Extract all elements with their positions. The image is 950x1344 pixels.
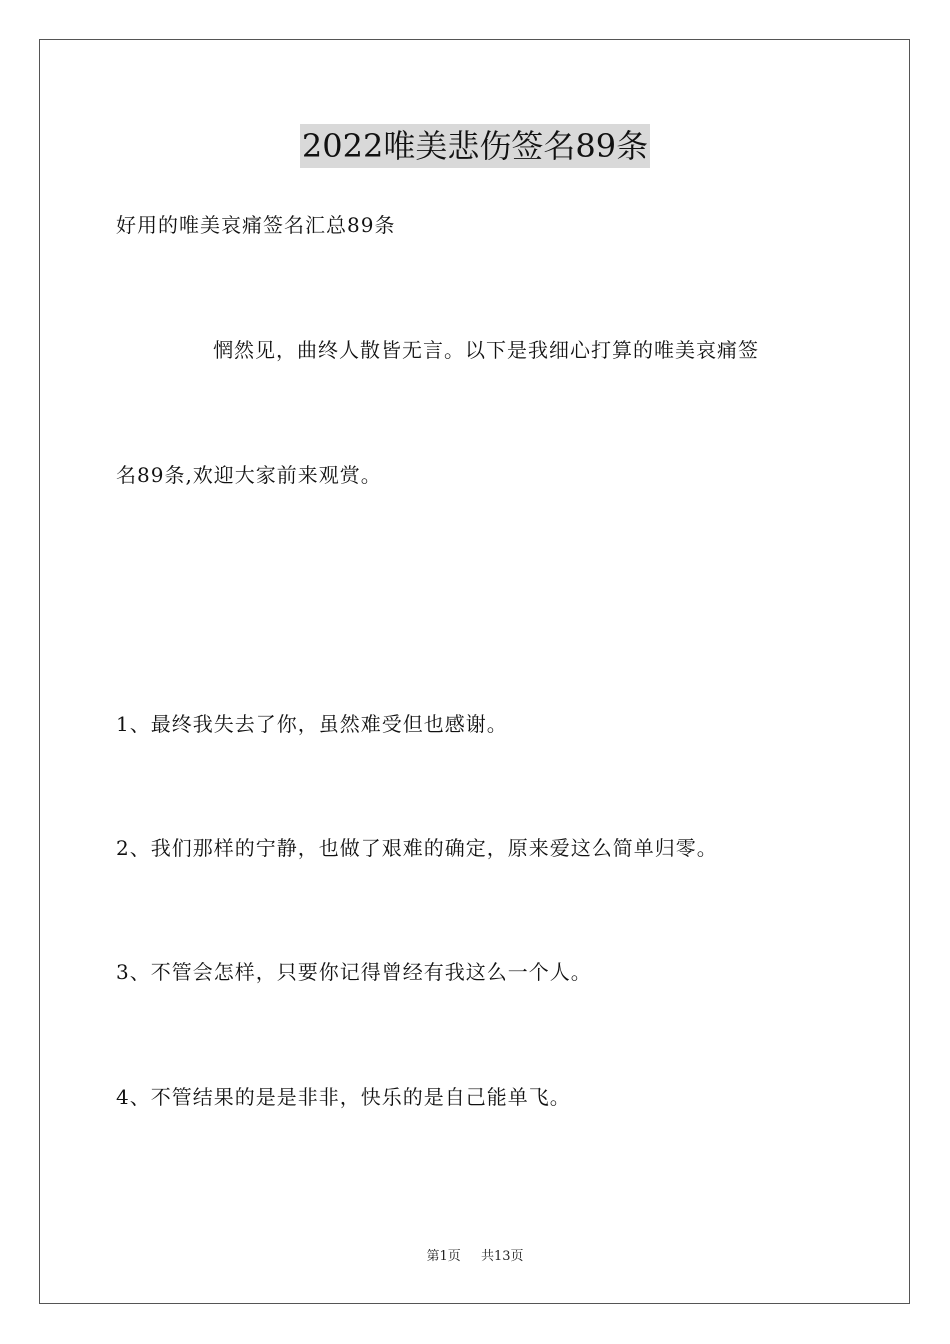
paragraph-line-2: 名89条,欢迎大家前来观赏。 bbox=[116, 463, 382, 487]
list-item-4: 4、不管结果的是是非非，快乐的是自己能单飞。 bbox=[116, 1085, 571, 1109]
list-item-3: 3、不管会怎样，只要你记得曾经有我这么一个人。 bbox=[116, 960, 592, 984]
page-number: 第1页 bbox=[426, 1249, 461, 1264]
paragraph-line-1: 惘然见，曲终人散皆无言。以下是我细心打算的唯美哀痛签 bbox=[213, 338, 759, 362]
page-footer bbox=[0, 1248, 950, 1266]
page-total: 共13页 bbox=[480, 1249, 524, 1264]
list-item-2: 2、我们那样的宁静，也做了艰难的确定，原来爱这么简单归零。 bbox=[116, 836, 718, 860]
title-container bbox=[0, 124, 950, 168]
intro-line: 好用的唯美哀痛签名汇总89条 bbox=[116, 213, 396, 237]
document-title: 2022唯美悲伤签名89条 bbox=[300, 124, 650, 168]
list-item-1: 1、最终我失去了你，虽然难受但也感谢。 bbox=[116, 712, 508, 736]
